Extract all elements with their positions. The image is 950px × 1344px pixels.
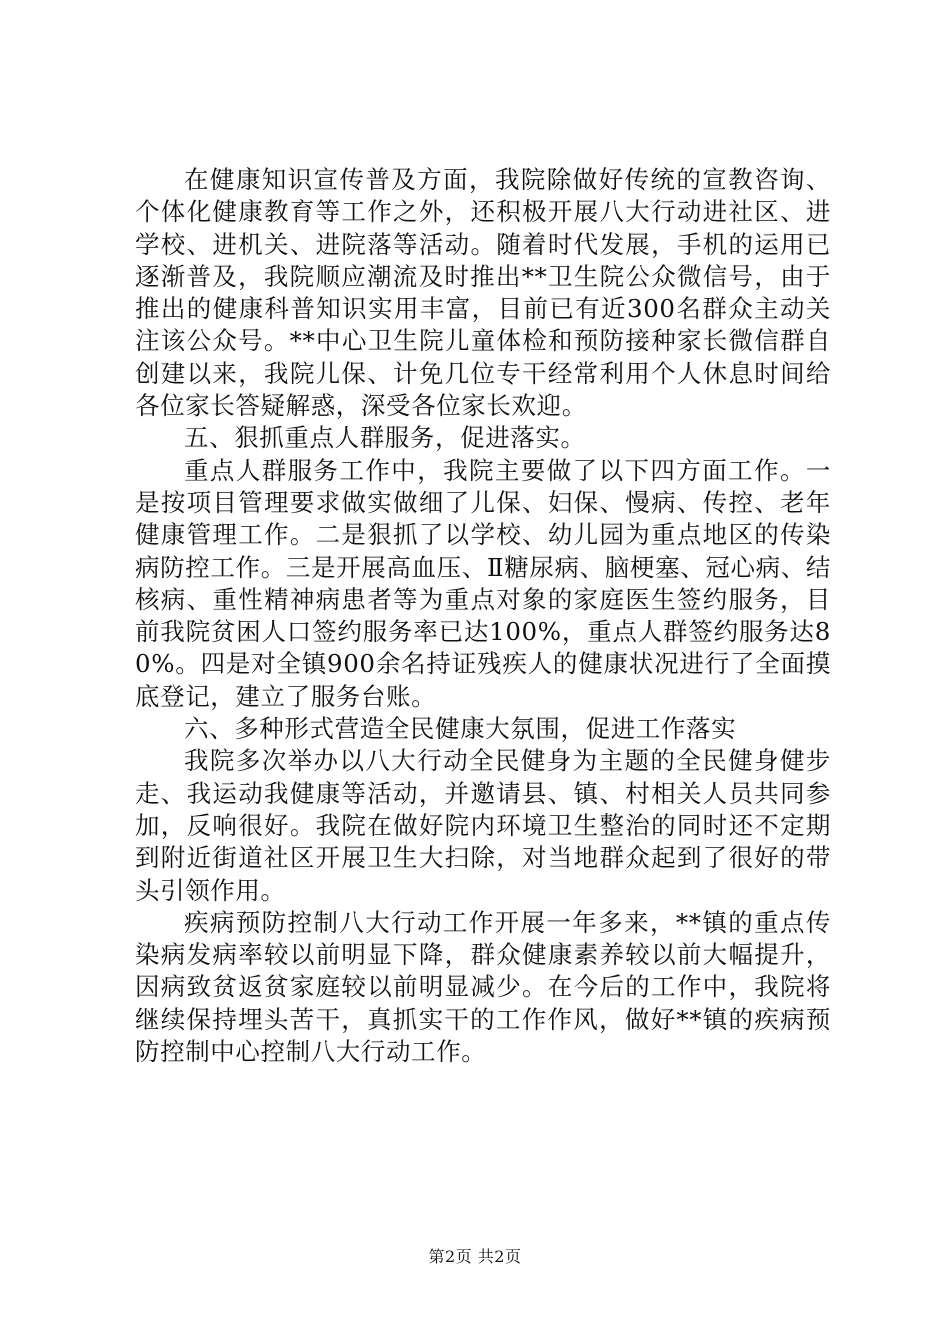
section-heading-six: 六、多种形式营造全民健康大氛围，促进工作落实 xyxy=(184,714,737,744)
paragraph-fitness-activities: 我院多次举办以八大行动全民健身为主题的全民健身健步走、我运动我健康等活动，并邀请县、镇、村相关人员共同参加，反响很好。我院在做好院内环境卫生整治的同时还不定期到附近街道社区开展卫生大扫除，对当地群众起到了很好的带头引领作用。 xyxy=(135,746,831,905)
paragraph-conclusion: 疾病预防控制八大行动工作开展一年多来，**镇的重点传染病发病率较以前明显下降，群众健康素养较以前大幅提升，因病致贫返贫家庭较以前明显减少。在今后的工作中，我院将继续保持埋头苦干，真抓实干的工作作风，做好**镇的疾病预防控制中心控制八大行动工作。 xyxy=(135,907,832,1067)
paragraph-health-education: 在健康知识宣传普及方面，我院除做好传统的宣教咨询、个体化健康教育等工作之外，还积极开展八大行动进社区、进学校、进机关、进院落等活动。随着时代发展，手机的运用已逐渐普及，我院顺应潮流及时推出**卫生院公众微信号，由于推出的健康科普知识实用丰富，目前已有近300名群众主动关注该公众号。**中心卫生院儿童体检和预防接种家长微信群自创建以来，我院儿保、计免几位专干经常利用个人休息时间给各位家长答疑解惑，深受各位家长欢迎。 xyxy=(135,165,831,421)
page-footer: 第2页 共2页 xyxy=(428,1247,522,1266)
section-heading-five: 五、狠抓重点人群服务，促进落实。 xyxy=(184,423,586,453)
paragraph-key-population: 重点人群服务工作中，我院主要做了以下四方面工作。一是按项目管理要求做实做细了儿保、妇保、慢病、传控、老年健康管理工作。二是狠抓了以学校、幼儿园为重点地区的传染病防控工作。三是开展高血压、Ⅱ糖尿病、脑梗塞、冠心病、结核病、重性精神病患者等为重点对象的家庭医生签约服务，目前我院贫困人口签约服务率已达100%，重点人群签约服务达80%。四是对全镇900余名持证残疾人的健康状况进行了全面摸底登记，建立了服务台账。 xyxy=(135,455,831,711)
document-body xyxy=(135,164,831,1068)
